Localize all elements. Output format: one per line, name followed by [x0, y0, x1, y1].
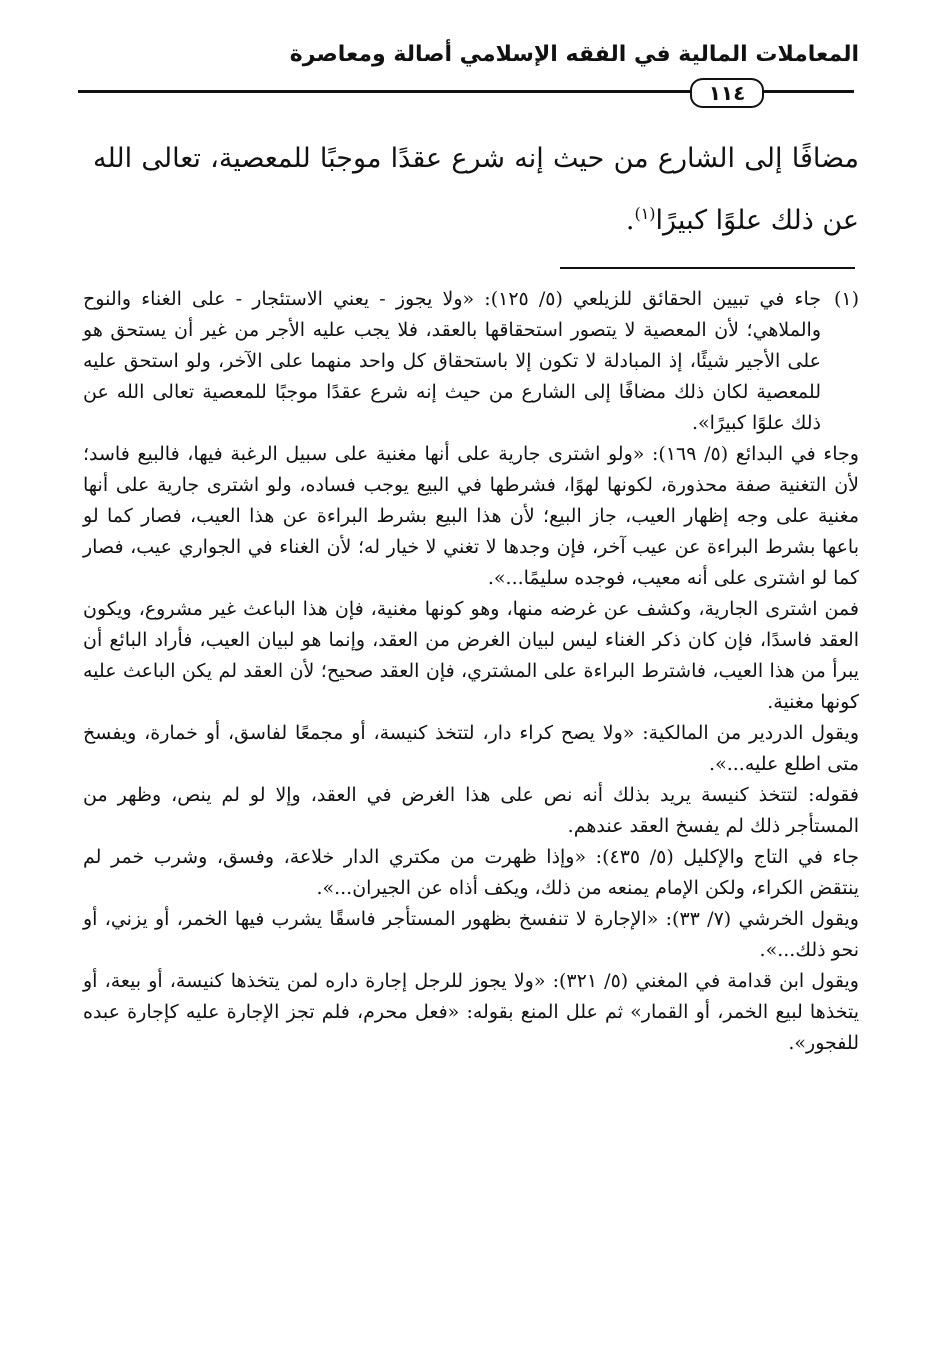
footnote-reference[interactable]: (١): [634, 204, 656, 223]
main-text-content: مضافًا إلى الشارع من حيث إنه شرع عقدًا موجبًا للمعصية، تعالى الله عن ذلك علوًا كبيرًا: [93, 143, 859, 236]
main-text: [93, 128, 859, 252]
footnote-paragraph: ويقول ابن قدامة في المغني (٥/ ٣٢١): «ولا يجوز للرجل إجارة داره لمن يتخذها كنيسة، أو بيعة، أو يتخذها لبيع الخمر، أو القمار» ثم علل المنع بقوله: «فعل محرم، فلم تجز الإجارة عليه كإجارة عبده للفجور».: [83, 970, 859, 1054]
footnote-paragraph: جاء في تبيين الحقائق للزيلعي (٥/ ١٢٥): «ولا يجوز - يعني الاستئجار - على الغناء والنوح والملاهي؛ لأن المعصية لا يتصور استحقاقها بالعقد، فلا يجب عليه الأجر من غير أن يستحق هو على الأجير شيئًا، إذ المبادلة لا تكون إلا باستحقاق كل واحد منهما على الآخر، ولو استحق عليه للمعصية لكان ذلك مضافًا إلى الشارع من حيث إنه شرع عقدًا موجبًا للمعصية تعالى الله عن ذلك علوًا كبيرًا».: [83, 288, 821, 434]
main-text-end: .: [625, 205, 635, 236]
page-number: ١١٤: [690, 78, 764, 108]
footnote-paragraph: وجاء في البدائع (٥/ ١٦٩): «ولو اشترى جارية على أنها مغنية على سبيل الرغبة فيها، فالبيع فاسد؛ لأن التغنية صفة محذورة، لكونها لهوًا، فشرطها في البيع يوجب فساده، ولو اشترى جارية على أنها مغنية على وجه إظهار العيب، جاز البيع؛ لأن هذا البيع بشرط البراءة عن هذا العيب، فصار كما لو باعها بشرط البراءة عن عيب آخر، فإن وجدها لا تغني لا خيار له؛ لأن الغناء في الجواري عيب، فصار كما لو اشترى على أنه معيب، فوجده سليمًا...».: [83, 443, 859, 589]
footnote-paragraph: ويقول الخرشي (٧/ ٣٣): «الإجارة لا تنفسخ بظهور المستأجر فاسقًا يشرب فيها الخمر، أو يزني، أو نحو ذلك...».: [83, 908, 859, 961]
footnote-item: [83, 284, 859, 439]
footnote-paragraph: جاء في التاج والإكليل (٥/ ٤٣٥): «وإذا ظهرت من مكتري الدار خلاعة، وفسق، وشرب خمر لم ينتقض الكراء، ولكن الإمام يمنعه من ذلك، ويكف أذاه عن الجيران...».: [83, 846, 860, 899]
footnote-paragraph: فقوله: لتتخذ كنيسة يريد بذلك أنه نص على هذا الغرض في العقد، وإلا لو لم ينص، وظهر من المستأجر ذلك لم يفسخ العقد عندهم.: [83, 784, 859, 837]
footnote-paragraph: فمن اشترى الجارية، وكشف عن غرضه منها، وهو كونها مغنية، فإن هذا الباعث غير مشروع، ويكون العقد فاسدًا، فإن كان ذكر الغناء ليس لبيان الغرض من العقد، وإنما هو لبيان العيب، فأراد البائع أن يبرأ من هذا العيب، فاشترط البراءة على المشتري، فإن العقد صحيح؛ لأن العقد لم يكن الباعث عليه كونها مغنية.: [83, 598, 859, 713]
running-title: المعاملات المالية في الفقه الإسلامي أصالة ومعاصرة: [289, 42, 859, 67]
footnote-marker: (١): [833, 288, 859, 310]
footnote-separator: [560, 267, 855, 269]
footnotes: [83, 284, 859, 1059]
footnote-paragraph: ويقول الدردير من المالكية: «ولا يصح كراء دار، لتتخذ كنيسة، أو مجمعًا لفاسق، أو خمارة، ويفسخ متى اطلع عليه...».: [83, 722, 859, 775]
